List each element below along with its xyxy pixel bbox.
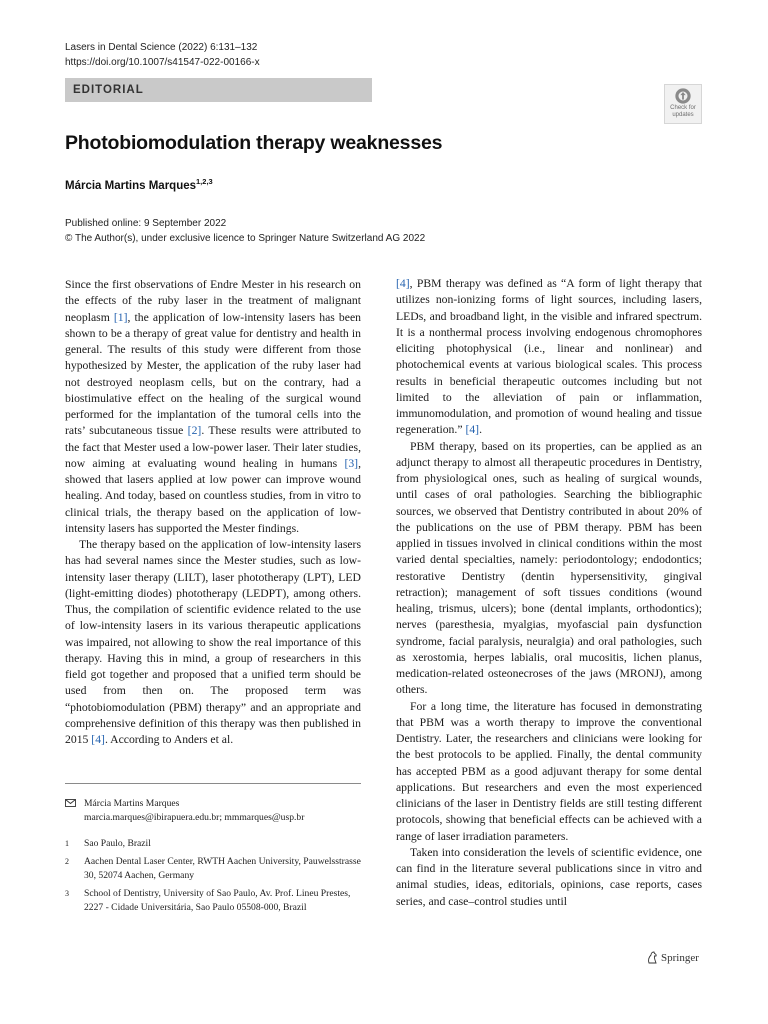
journal-header xyxy=(65,40,260,70)
doi-link[interactable]: https://doi.org/10.1007/s41547-022-00166-x xyxy=(65,57,260,68)
publication-info xyxy=(65,217,425,246)
copyright-line: © The Author(s), under exclusive licence to Springer Nature Switzerland AG 2022 xyxy=(65,232,426,244)
author-affiliation-marks: 1,2,3 xyxy=(196,177,213,186)
corresponding-emails[interactable]: marcia.marques@ibirapuera.edu.br; mmmarques@usp.br xyxy=(84,811,305,823)
text-run: For a long time, the literature has focused in demonstrating that PBM was a worth therapy to improve the conventional Dentistry. Later, the researchers and clinicians were looking for the best protocols to be applied. Finally, the dental community has accepted PBM as a good adjuvant therapy for some dental applications. But researchers and even the most experienced clinicians of the laser in Dentistry fields are still testing different protocols, showing that beneficial effects can be achieved with a range of laser irradiation parameters. xyxy=(396,699,702,843)
text-run: PBM therapy, based on its properties, can be applied as an adjunct therapy to almost all therapeutic procedures in Dentistry, from physiological ones, such as healing of surgical wounds, until cases of oral pathologies. Searching the bibliographic sources, we observed that Dentistry contributed in about 20% of the publications on the use of PBM therapy. PBM has been applied in tissues involved in clinical conditions within the most varied dental specialties, namely: periodontology; endodontics; restorative Dentistry (dentin hypersensitivity, gingival retraction); management of soft tissues conditions (wound healing, trismus, ulcers); bone (dental implants, orthodontics); nerves (paresthesia, myalgias, myofascial pain dysfunction syndrome, facial paralysis, neuralgia) and oral pathologies, such as xerostomia, herpes labialis, oral mucositis, lichen planus, medication-related osteonecroses of the jaws (MRONJ), among others. xyxy=(396,439,702,697)
text-run: Taken into consideration the levels of scientific evidence, one can find in the literature several publications since in vitro and animal studies, ideas, editorials, opinions, case reports, cases series, and case–control studies until xyxy=(396,845,702,908)
paragraph xyxy=(396,699,702,845)
body-column-right xyxy=(396,276,702,910)
affiliation-2 xyxy=(65,855,361,882)
springer-horse-icon xyxy=(646,951,658,964)
text-run: . These results were attributed to the fact that Mester used a low-power laser. Their later studies, now aiming at evaluating wound healing in humans xyxy=(65,424,361,470)
affiliation-text: Sao Paulo, Brazil xyxy=(84,838,151,849)
article-title: Photobiomodulation therapy weaknesses xyxy=(65,132,443,154)
text-run: . xyxy=(479,423,482,437)
text-run: Since the first observations of Endre Mester in his research on the effects of the ruby laser in the treatment of malignant neoplasm xyxy=(65,278,361,324)
affiliation-number: 1 xyxy=(65,839,69,848)
text-run: , the application of low-intensity lasers has been shown to be a therapy of great value for dentistry and health in general. The results of this study were different from those hypothesized by Mester, the application of the ruby laser had not destroyed neoplasm cells, but on the contrary, had a biostimulative effect on the healing of the surgical wound performed for the implantation of the tumoral cells into the rats’ subcutaneous tissue xyxy=(65,310,361,438)
badge-line-2: updates xyxy=(672,111,694,118)
text-run: , PBM therapy was defined as “A form of light therapy that utilizes non-ionizing forms of light sources, including lasers, LEDs, and broadband light, in the visible and infrared spectrum. It is a nonthermal process involving endogenous chromophores eliciting photophysical (i.e., linear and nonlinear) and photochemical events at various biological scales. This process results in beneficial therapeutic outcomes including but not limited to the alleviation of pain or inflammation, immunomodulation, and promotion of wound healing and tissue regeneration.” xyxy=(396,277,702,437)
body-column-left xyxy=(65,277,361,748)
envelope-icon xyxy=(65,798,76,812)
paragraph xyxy=(396,845,702,910)
paragraph xyxy=(65,277,361,537)
citation-link[interactable]: [4] xyxy=(396,277,410,290)
affiliation-text: Aachen Dental Laser Center, RWTH Aachen University, Pauwelsstrasse 30, 52074 Aachen, Germany xyxy=(84,856,361,881)
correspondence-footnote xyxy=(65,797,361,824)
paragraph xyxy=(396,276,702,439)
check-for-updates-icon xyxy=(674,87,692,105)
citation-link[interactable]: [4] xyxy=(465,423,480,437)
affiliation-3 xyxy=(65,887,361,914)
corresponding-author-name: Márcia Martins Marques xyxy=(84,798,180,809)
author-name[interactable]: Márcia Martins Marques xyxy=(65,179,197,192)
text-run: The therapy based on the application of low-intensity lasers has had several names since the Mester studies, such as low-intensity laser therapy (LILT), laser phototherapy (LPT), LED (light-emitting diodes) phototherapy (LEDPT), among others. Thus, the compilation of scientific evidence related to the use of low-intensity lasers in its various therapeutic applications was impaired, not allowing to show the real importance of this therapy. Having this in mind, a group of researchers in this field got together and proposed that a unified term should be used from then on. The proposed term was “photobiomodulation (PBM) therapy” and an appropriate and comprehensive definition of this therapy was then published in 2015 xyxy=(65,538,361,746)
affiliation-1 xyxy=(65,837,361,851)
section-banner: EDITORIAL xyxy=(65,78,372,102)
citation-link[interactable]: [1] xyxy=(113,310,128,324)
publisher-name: Springer xyxy=(661,951,699,964)
badge-line-1: Check for xyxy=(670,105,696,111)
publisher-logo xyxy=(646,951,699,964)
footnote-divider xyxy=(65,783,361,784)
text-run: , showed that lasers applied at low power can improve wound healing. And today, based on countless studies, from in vitro to clinical trials, the therapy based on the application of low-intensity lasers has supported the Mester findings. xyxy=(65,456,361,535)
paragraph xyxy=(396,439,702,699)
citation-link[interactable]: [3] xyxy=(344,456,359,470)
paragraph xyxy=(65,537,361,748)
journal-citation: Lasers in Dental Science (2022) 6:131–132 xyxy=(65,42,258,53)
text-run: . According to Anders et al. xyxy=(104,733,234,746)
author-line xyxy=(65,177,213,192)
citation-link[interactable]: [4] xyxy=(91,733,105,746)
published-date: Published online: 9 September 2022 xyxy=(65,218,227,229)
affiliation-number: 2 xyxy=(65,857,69,866)
affiliation-number: 3 xyxy=(65,889,69,898)
citation-link[interactable]: [2] xyxy=(187,424,202,438)
check-for-updates-badge[interactable] xyxy=(664,84,702,124)
affiliation-text: School of Dentistry, University of Sao Paulo, Av. Prof. Lineu Prestes, 2227 - Cidade Universitária, Sao Paulo 05508-000, Brazil xyxy=(84,888,351,913)
